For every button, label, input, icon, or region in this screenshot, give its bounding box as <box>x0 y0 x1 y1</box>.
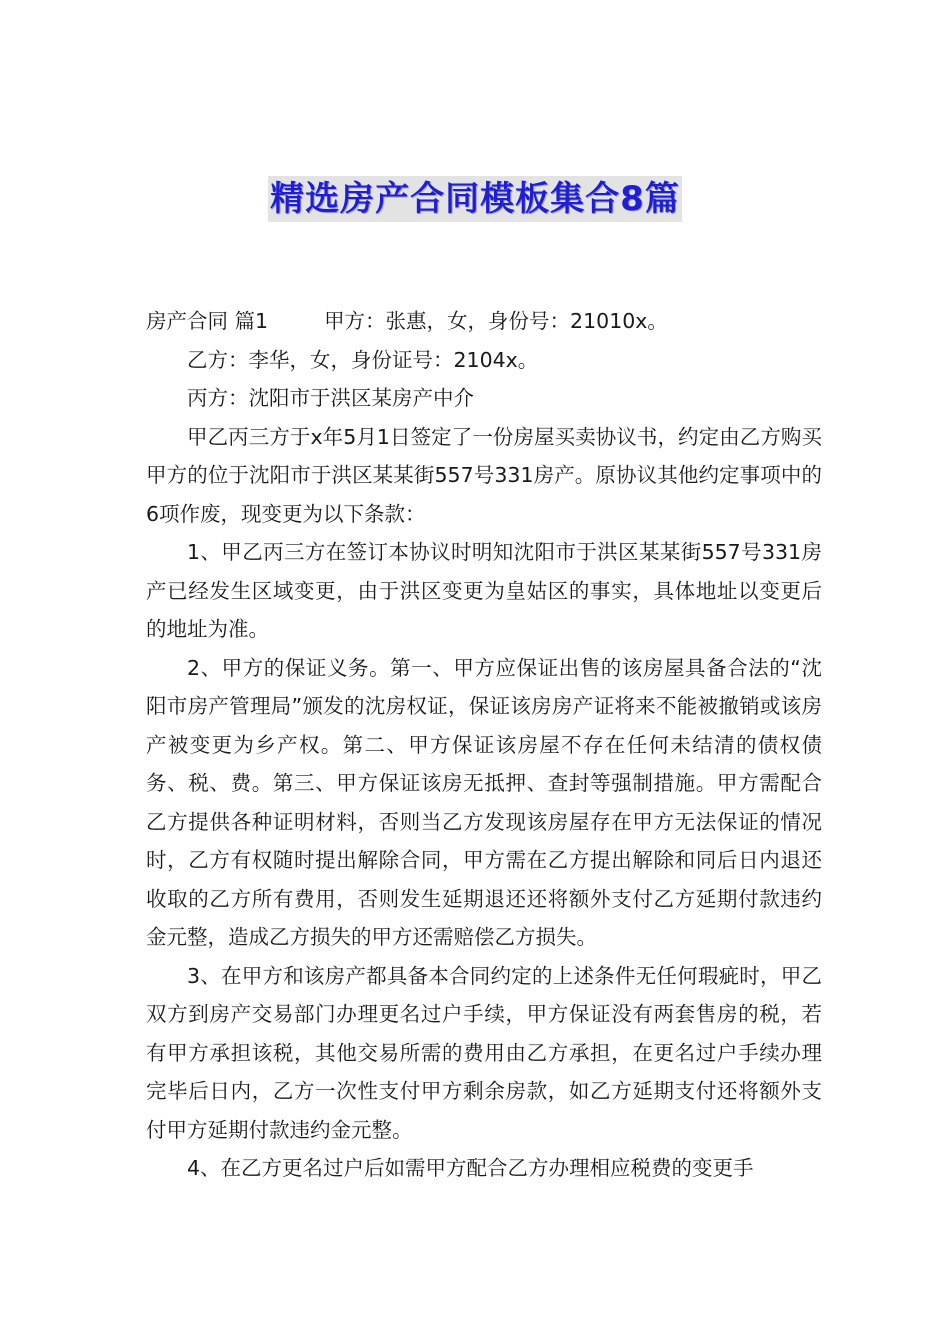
paragraph-clause-2: 2、甲方的保证义务。第一、甲方应保证出售的该房屋具备合法的“沈阳市房产管理局”颁发的沈房权证，保证该房房产证将来不能被撤销或该房产被变更为乡产权。第二、甲方保证该房屋不存在任何未结清的债权债务、税、费。第三、甲方保证该房无抵押、查封等强制措施。甲方需配合乙方提供各种证明材料，否则当乙方发现该房屋存在甲方无法保证的情况时，乙方有权随时提出解除合同，甲方需在乙方提出解除和同后日内退还收取的乙方所有费用，否则发生延期退还还将额外支付乙方延期付款违约金元整，造成乙方损失的甲方还需赔偿乙方损失。 <box>146 655 822 949</box>
paragraph-clause-1: 1、甲乙丙三方在签订本协议时明知沈阳市于洪区某某街557号331房产已经发生区域变更，由于洪区变更为皇姑区的事实，具体地址以变更后的地址为准。 <box>146 540 822 641</box>
paragraph-party-b: 乙方：李华，女，身份证号：2104x。 <box>187 347 539 372</box>
document-body <box>146 302 822 1188</box>
paragraph-clause-4: 4、在乙方更名过户后如需甲方配合乙方办理相应税费的变更手 <box>187 1156 754 1180</box>
paragraph-party-a <box>146 302 822 341</box>
title-container <box>0 176 950 222</box>
document-title: 精选房产合同模板集合8篇 <box>268 176 682 222</box>
contract-heading-label: 房产合同 篇1 <box>146 309 269 333</box>
paragraph-party-c: 丙方：沈阳市于洪区某房产中介 <box>187 386 474 410</box>
paragraph-intro: 甲乙丙三方于x年5月1日签定了一份房屋买卖协议书，约定由乙方购买甲方的位于沈阳市于洪区某某街557号331房产。原协议其他约定事项中的6项作废，现变更为以下条款： <box>146 424 822 526</box>
paragraph-clause-3: 3、在甲方和该房产都具备本合同约定的上述条件无任何瑕疵时，甲乙双方到房产交易部门办理更名过户手续，甲方保证没有两套售房的税，若有甲方承担该税，其他交易所需的费用由乙方承担，在更名过户手续办理完毕后日内，乙方一次性支付甲方剩余房款，如乙方延期支付还将额外支付甲方延期付款违约金元整。 <box>146 963 822 1142</box>
party-a-text: 甲方：张惠，女，身份号：21010x。 <box>324 309 668 333</box>
